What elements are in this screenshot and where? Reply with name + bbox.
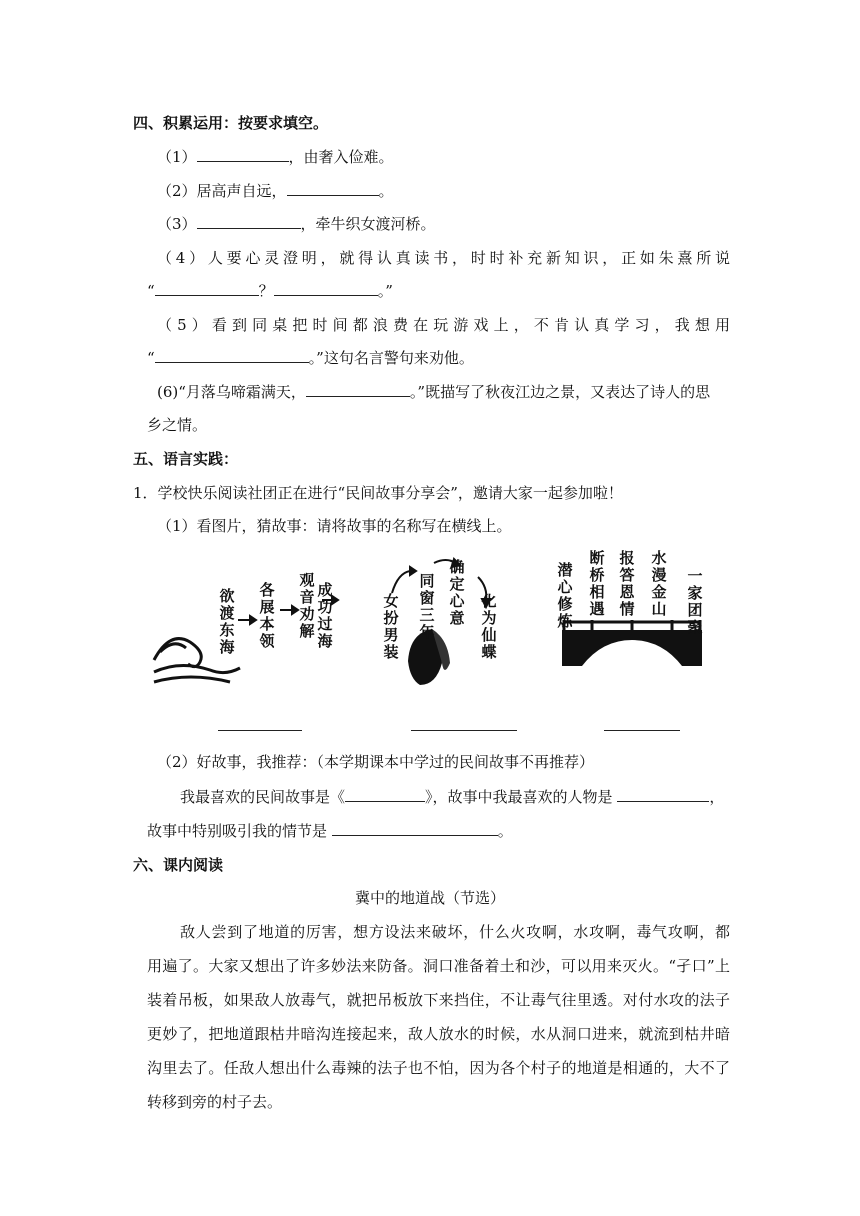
rec-period: 。 <box>497 822 513 840</box>
pic2-step-4: 化为仙蝶 <box>481 592 497 661</box>
sub-question-1: （1）看图片，猜故事：请将故事的名称写在横线上。 <box>157 517 512 535</box>
q4-blank-1[interactable] <box>155 280 259 296</box>
q3-text: ，牵牛织女渡河桥。 <box>300 215 436 233</box>
question-2 <box>157 180 394 201</box>
passage-line-1: 敌人尝到了地道的厉害，想方设法来破坏，什么火攻啊，水攻啊，毒气攻啊，都 <box>180 923 730 941</box>
section-6-title: 六、课内阅读 <box>133 856 224 874</box>
story-picture-3 <box>552 548 712 688</box>
q5-open-quote: “ <box>147 349 155 367</box>
pic3-step-5: 一家团聚 <box>687 567 703 636</box>
q5-line1: （5）看到同桌把时间都浪费在玩游戏上，不肯认真学习，我想用 <box>157 316 730 334</box>
q3-blank[interactable] <box>197 213 301 229</box>
q5-blank[interactable] <box>155 347 309 363</box>
question-3 <box>157 213 436 234</box>
pic1-step-3: 观音劝解 <box>299 571 315 640</box>
pic1-step-2: 各展本领 <box>259 581 275 650</box>
question-6 <box>157 381 710 402</box>
picture-2-answer-line[interactable] <box>411 730 517 731</box>
story-name-blank[interactable] <box>345 786 425 802</box>
section-4-title: 四、积累运用：按要求填空。 <box>133 114 329 132</box>
q1-blank[interactable] <box>197 146 289 162</box>
rec-character-label: 》，故事中我最喜欢的人物是 <box>425 788 613 806</box>
rec-plot-label: 故事中特别吸引我的情节是 <box>147 822 328 840</box>
passage-line-4: 更妙了，把地道跟枯井暗沟连接起来，敌人放水的时候，水从洞口进来，就流到枯井暗 <box>147 1025 730 1043</box>
question-4-blanks <box>147 280 393 301</box>
question-5-blank <box>147 347 474 368</box>
q5-text: 。”这句名言警句来劝他。 <box>308 349 474 367</box>
q4-line1: （4）人要心灵澄明，就得认真读书，时时补充新知识，正如朱熹所说 <box>157 249 730 267</box>
q4-open-quote: “ <box>147 282 155 300</box>
q4-question-mark: ？ <box>258 282 274 300</box>
q4-close-quote: 。” <box>377 282 393 300</box>
sub-question-2: （2）好故事，我推荐：（本学期课本中学过的民间故事不再推荐） <box>157 753 595 771</box>
recommend-line-1 <box>180 786 724 807</box>
section-5-title: 五、语言实践： <box>133 450 239 468</box>
passage-line-6: 转移到旁的村子去。 <box>147 1093 283 1111</box>
picture-3-answer-line[interactable] <box>604 730 680 731</box>
pic3-step-3: 报答恩情 <box>619 549 635 618</box>
q1-text: ，由奢入俭难。 <box>288 148 394 166</box>
pic1-step-4: 成功过海 <box>317 581 333 650</box>
q3-number: （3） <box>157 215 197 233</box>
q4-blank-2[interactable] <box>274 280 378 296</box>
pic3-step-1: 潜心修炼 <box>557 561 573 630</box>
q1-number: （1） <box>157 148 197 166</box>
q2-text: （2）居高声自远， <box>157 182 287 200</box>
character-blank[interactable] <box>617 786 709 802</box>
pic2-step-1: 女扮男装 <box>383 592 399 661</box>
passage-line-2: 用遍了。大家又想出了许多妙法来防备。洞口准备着土和沙，可以用来灭火。“孑口”上 <box>147 957 730 975</box>
q6-text: (6)“月落乌啼霜满天， <box>157 383 306 401</box>
q6-blank[interactable] <box>306 381 410 397</box>
q6-line2: 乡之情。 <box>147 416 208 434</box>
passage-title: 冀中的地道战（节选） <box>354 889 505 907</box>
passage-line-3: 装着吊板，如果敌人放毒气，就把吊板放下来挡住，不让毒气往里透。对付水攻的法子 <box>147 991 730 1009</box>
q2-blank[interactable] <box>287 180 379 196</box>
rec-comma: ， <box>709 788 725 806</box>
question-1 <box>157 146 394 167</box>
pic2-step-3: 确定心意 <box>449 558 465 627</box>
pic3-step-2: 断桥相遇 <box>589 549 605 618</box>
pic3-step-4: 水漫金山 <box>651 549 667 618</box>
item-1-text: 1．学校快乐阅读社团正在进行“民间故事分享会”，邀请大家一起参加啦！ <box>133 484 623 502</box>
story-picture-1 <box>150 560 340 692</box>
passage-line-5: 沟里去了。任敌人想出什么毒辣的法子也不怕，因为各个村子的地道是相通的，大不了 <box>147 1059 730 1077</box>
pic1-step-1: 欲渡东海 <box>219 587 235 656</box>
recommend-line-2 <box>147 820 513 841</box>
picture-1-answer-line[interactable] <box>218 730 302 731</box>
q2-end: 。 <box>378 182 394 200</box>
pic2-step-2: 同窗三年 <box>419 572 435 641</box>
plot-blank[interactable] <box>332 820 498 836</box>
rec-story-label: 我最喜欢的民间故事是《 <box>180 788 346 806</box>
q6-text-2: 。”既描写了秋夜江边之景，又表达了诗人的思 <box>409 383 711 401</box>
story-picture-2 <box>370 553 510 693</box>
